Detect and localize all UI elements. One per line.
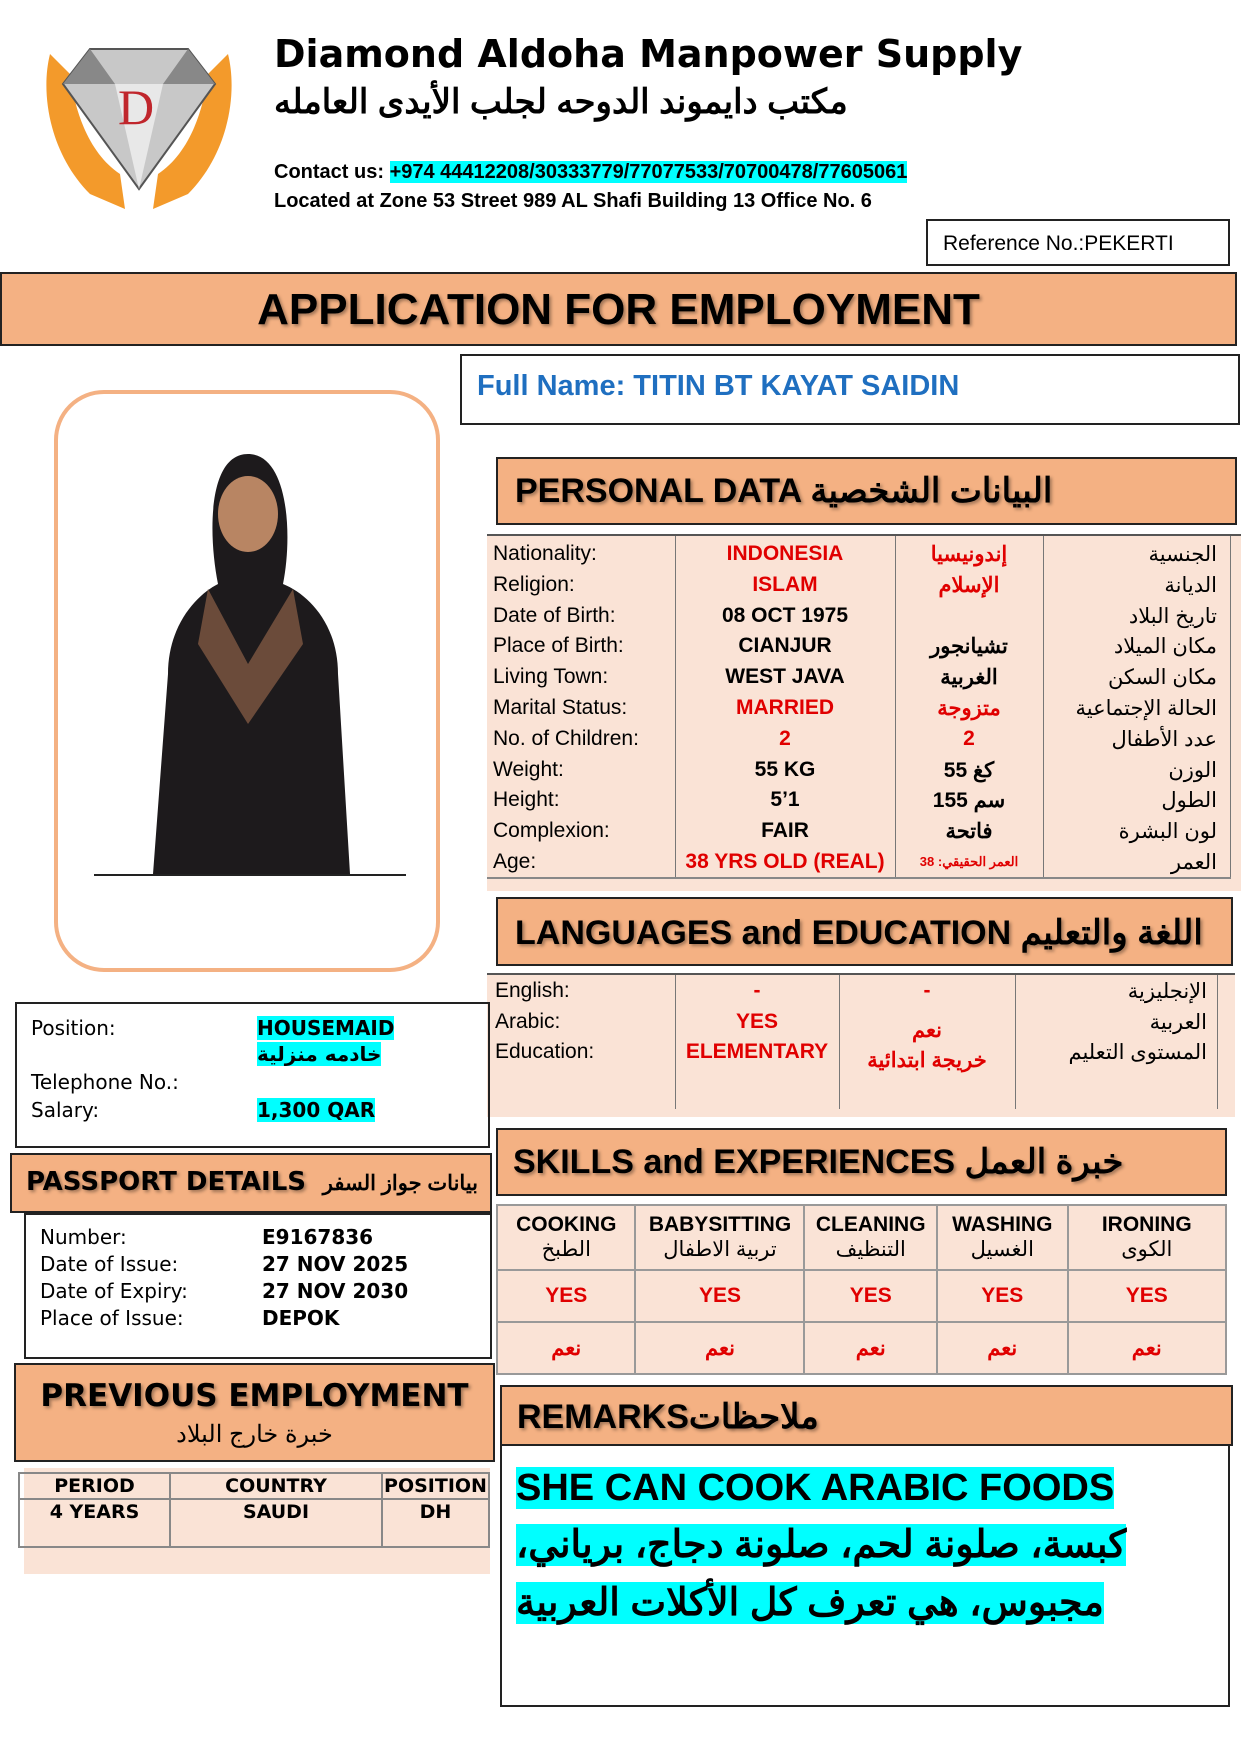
passport-field-label: Place of Issue: <box>40 1306 184 1330</box>
skill-header-cell <box>937 1205 1068 1270</box>
company-name-ar: مكتب دايموند الدوحه لجلب الأيدى العامله <box>274 83 848 121</box>
skill-value-cell <box>804 1270 937 1322</box>
personal-field-value-ar: العمر الحقيقي: 38 <box>919 854 1019 869</box>
employment-country: SAUDI <box>170 1499 382 1547</box>
skill-value-ar-cell <box>497 1322 635 1374</box>
personal-field-label-ar: الجنسية <box>1148 543 1217 566</box>
skill-value-ar-cell <box>635 1322 804 1374</box>
personal-field-label: Complexion: <box>493 819 610 843</box>
full-name: Full Name: TITIN BT KAYAT SAIDIN <box>460 354 1240 425</box>
skill-name-ar: الكوى <box>1121 1238 1173 1261</box>
remarks-box <box>500 1446 1230 1707</box>
skill-value: YES <box>698 1284 741 1307</box>
skill-value-cell <box>1068 1270 1226 1322</box>
skill-value-ar-cell <box>1068 1322 1226 1374</box>
skill-name-ar: الغسيل <box>970 1238 1034 1261</box>
salary-value: 1,300 QAR <box>257 1098 376 1122</box>
skill-value-ar-cell <box>937 1322 1068 1374</box>
logo-letters: D <box>118 79 155 135</box>
contact-line <box>274 161 907 184</box>
language-field-value-ar: - <box>923 979 931 1002</box>
personal-field-label: No. of Children: <box>493 726 639 750</box>
remarks-line-2: كبسة، صلونة لحم، صلونة دجاج، برياني، <box>516 1524 1127 1566</box>
column-header-position: POSITION <box>382 1473 489 1499</box>
passport-heading-ar: بيانات جواز السفر <box>322 1172 478 1195</box>
column-header-period: PERIOD <box>19 1473 170 1499</box>
personal-field-label-ar: الحالة الإجتماعية <box>1075 697 1217 720</box>
personal-field-label: Height: <box>493 788 560 812</box>
skill-value-cell <box>937 1270 1068 1322</box>
office-address: Located at Zone 53 Street 989 AL Shafi Building 13 Office No. 6 <box>274 190 872 212</box>
passport-field-label: Date of Expiry: <box>40 1279 188 1303</box>
skill-name: CLEANING <box>815 1213 926 1236</box>
personal-field-value: 2 <box>779 726 791 750</box>
employment-position: DH <box>382 1499 489 1547</box>
skill-header-cell <box>804 1205 937 1270</box>
personal-field-label: Living Town: <box>493 665 609 689</box>
passport-field-label: Number: <box>40 1225 127 1249</box>
passport-field-label: Date of Issue: <box>40 1252 179 1276</box>
skill-header-cell <box>497 1205 635 1270</box>
skill-value-ar: نعم <box>705 1336 735 1360</box>
skills-table <box>496 1204 1227 1375</box>
language-field-label-ar: العربية <box>1149 1010 1207 1034</box>
skill-name: BABYSITTING <box>648 1213 792 1236</box>
contact-phones: +974 44412208/30333779/77077533/70700478/77605061 <box>389 161 908 183</box>
personal-field-label-ar: عدد الأطفال <box>1111 727 1217 751</box>
skill-value: YES <box>1125 1284 1168 1307</box>
previous-employment-heading: PREVIOUS EMPLOYMENT <box>40 1378 469 1414</box>
languages-table <box>487 973 1235 1117</box>
skill-value-ar-cell <box>804 1322 937 1374</box>
personal-field-value: CIANJUR <box>738 634 832 658</box>
language-field-label: Education: <box>495 1040 595 1063</box>
language-field-value: ELEMENTARY <box>685 1040 829 1063</box>
skill-header-cell <box>1068 1205 1226 1270</box>
personal-field-label: Date of Birth: <box>493 603 616 627</box>
personal-field-value: INDONESIA <box>726 542 844 565</box>
skill-name: IRONING <box>1101 1213 1192 1236</box>
skill-value: YES <box>849 1284 892 1307</box>
personal-field-value: ISLAM <box>752 572 818 596</box>
personal-field-value: MARRIED <box>736 696 834 719</box>
personal-field-value: 5’1 <box>770 788 800 812</box>
language-field-label: English: <box>495 979 570 1002</box>
personal-field-label-ar: العمر <box>1170 851 1217 874</box>
personal-field-value-ar: تشيانجور <box>930 635 1008 659</box>
previous-employment-table <box>18 1472 490 1548</box>
skill-value-ar: نعم <box>855 1336 886 1360</box>
passport-field-value: DEPOK <box>262 1306 340 1330</box>
personal-field-value-ar: 155 سم <box>932 789 1006 813</box>
passport-field-value: 27 NOV 2030 <box>262 1279 409 1303</box>
skill-value: YES <box>981 1284 1024 1307</box>
language-field-value-ar: نعم <box>912 1018 942 1042</box>
personal-field-label-ar: مكان الميلاد <box>1113 635 1217 659</box>
skill-header-cell <box>635 1205 804 1270</box>
personal-data-table <box>487 534 1241 891</box>
personal-field-value-ar: 55 كغ <box>943 758 995 782</box>
personal-field-label: Marital Status: <box>493 696 628 719</box>
skill-value-cell <box>635 1270 804 1322</box>
personal-field-value-ar: متزوجة <box>937 697 1001 720</box>
remarks-line-1: SHE CAN COOK ARABIC FOODS <box>516 1467 1115 1509</box>
personal-field-value: 38 YRS OLD (REAL) <box>685 850 885 873</box>
reference-number: Reference No.:PEKERTI <box>926 219 1230 266</box>
skill-value-ar: نعم <box>1131 1336 1162 1360</box>
personal-field-label-ar: تاريخ البلاد <box>1128 604 1217 628</box>
language-field-label-ar: الإنجليزية <box>1127 980 1207 1003</box>
skill-value-ar: نعم <box>551 1336 582 1360</box>
language-field-value: YES <box>735 1009 779 1033</box>
column-header-country: COUNTRY <box>170 1473 382 1499</box>
photo-frame <box>54 390 440 972</box>
remarks-heading: REMARKSملاحظات <box>517 1398 819 1436</box>
language-field-value: - <box>753 979 761 1002</box>
skill-name-ar: التنظيف <box>835 1238 906 1261</box>
employment-period: 4 YEARS <box>19 1499 170 1547</box>
personal-field-value-ar: 2 <box>963 726 975 750</box>
position-value-ar: خادمه منزلية <box>257 1042 382 1066</box>
personal-field-label-ar: مكان السكن <box>1107 666 1217 690</box>
skill-name-ar: الطبخ <box>541 1238 591 1261</box>
language-field-label: Arabic: <box>495 1009 561 1033</box>
personal-field-label-ar: لون البشرة <box>1118 820 1217 844</box>
personal-data-heading: PERSONAL DATA البيانات الشخصية <box>515 472 1053 510</box>
personal-field-value-ar: إندونيسيا <box>930 543 1008 566</box>
languages-heading: LANGUAGES and EDUCATION اللغة والتعليم <box>515 914 1203 952</box>
personal-field-value: FAIR <box>761 819 809 843</box>
position-label: Position: <box>31 1016 116 1040</box>
passport-field-value: E9167836 <box>262 1225 374 1249</box>
personal-field-label: Place of Birth: <box>493 634 624 658</box>
skill-value: YES <box>545 1284 588 1307</box>
applicant-photo <box>58 394 436 968</box>
personal-field-label: Nationality: <box>493 542 597 565</box>
personal-field-value: WEST JAVA <box>725 665 845 689</box>
passport-details <box>24 1213 492 1359</box>
skill-name: COOKING <box>516 1213 617 1236</box>
company-name-en: Diamond Aldoha Manpower Supply <box>274 32 1023 76</box>
personal-field-label-ar: الديانة <box>1164 573 1217 597</box>
contact-label: Contact us: <box>274 161 390 183</box>
skill-name: WASHING <box>952 1213 1053 1236</box>
position-value: HOUSEMAID <box>257 1016 395 1040</box>
passport-field-value: 27 NOV 2025 <box>262 1252 409 1276</box>
personal-field-label: Age: <box>493 850 537 873</box>
skills-heading: SKILLS and EXPERIENCES خبرة العمل <box>513 1143 1124 1181</box>
passport-heading-bar <box>10 1153 492 1213</box>
personal-field-label: Religion: <box>493 572 575 596</box>
language-field-value-ar: خريجة ابتدائية <box>867 1049 987 1072</box>
skill-name-ar: تربية الاطفال <box>663 1238 777 1261</box>
position-box <box>15 1002 490 1148</box>
personal-field-value-ar: فاتحة <box>945 820 993 844</box>
skill-value-cell <box>497 1270 635 1322</box>
salary-label: Salary: <box>31 1098 100 1122</box>
personal-field-label: Weight: <box>493 757 564 781</box>
remarks-line-3: مجبوس، هي تعرف كل الأكلات العربية <box>516 1582 1104 1624</box>
passport-heading: PASSPORT DETAILS <box>26 1167 307 1197</box>
personal-field-value-ar: الغربية <box>940 666 998 690</box>
personal-field-value: 08 OCT 1975 <box>721 603 849 627</box>
personal-field-value-ar: الإسلام <box>938 573 1000 597</box>
company-logo <box>30 34 248 214</box>
telephone-label: Telephone No.: <box>31 1070 179 1094</box>
skill-value-ar: نعم <box>987 1336 1018 1360</box>
language-field-label-ar: المستوى التعليم <box>1068 1041 1207 1064</box>
personal-field-label-ar: الوزن <box>1168 758 1217 782</box>
personal-field-label-ar: الطول <box>1161 789 1217 813</box>
personal-field-value: 55 KG <box>754 757 816 781</box>
page-title: APPLICATION FOR EMPLOYMENT <box>257 285 980 334</box>
previous-employment-heading-ar: خبرة خارج البلاد <box>176 1421 333 1448</box>
